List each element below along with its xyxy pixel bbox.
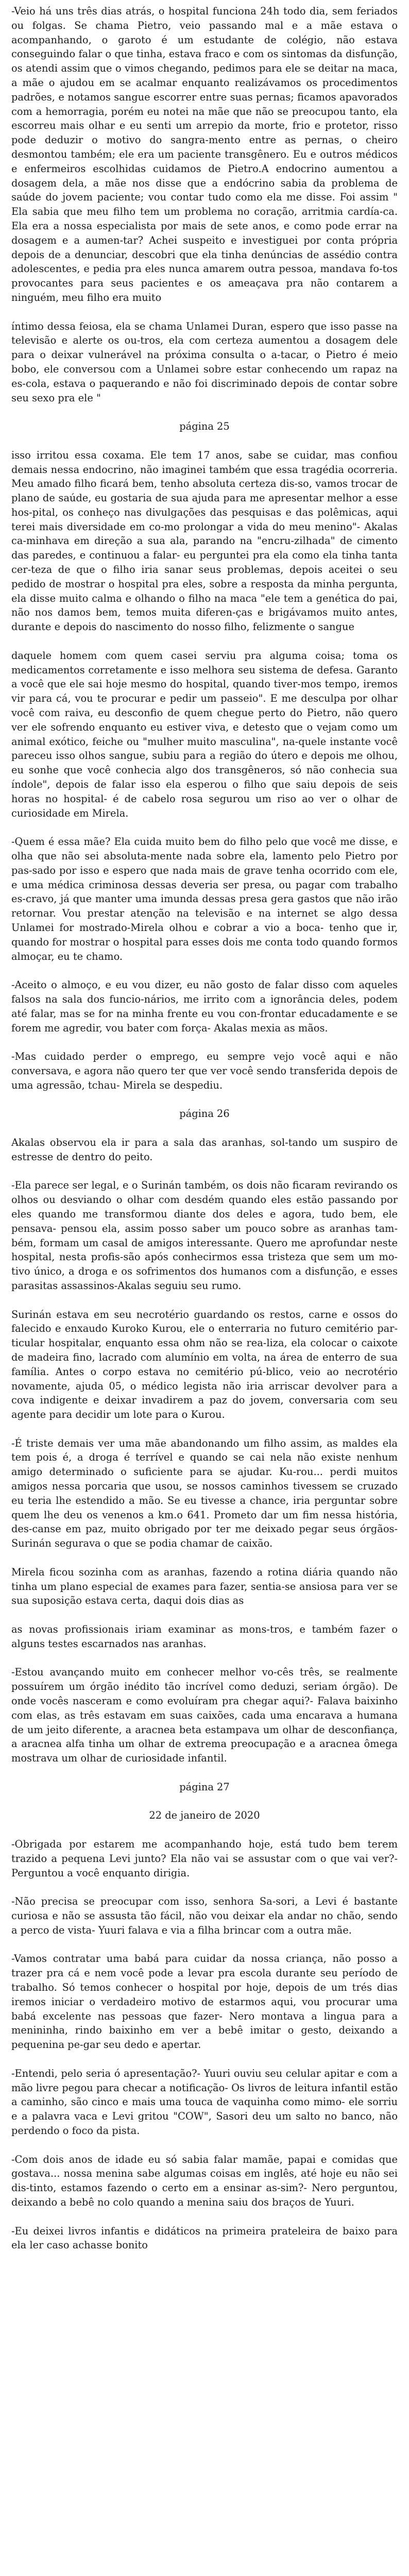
paragraph: -Eu deixei livros infantis e didáticos na primeira prateleira de baixo para ela ler caso achasse bonito: [11, 2225, 398, 2251]
paragraph: -Veio há uns três dias atrás, o hospital funciona 24h todo dia, sem feriados ou folgas. Se chama Pietro, veio passando mal e a mãe estava o acompanhando, o garoto é um estudante de colégio, não estava conseguindo falar o que tinha, estava fraco e com os sintomas da disfunção, os atendi assim que o vimos chegando, pedimos para ele se deitar na maca, a mãe o ajudou em se acalmar enquanto realizávamos os procedimentos padrões, e notamos sangue escorrer entre suas pernas; ficamos apavorados com a hemorragia, porém eu notei na mãe que não se preocupou tanto, ela escorreu mais olhar e eu senti um arrepio da morte, frio e protetor, risso pode deduzir o motivo do sangra-mento entre as pernas, o cheiro desmontou também; ele era um paciente transgênero. Eu e outros médicos e enfermeiros escolhidas cuidamos de Pietro.A endocrino aumentou a dosagem dela, a mãe nos disse que a endócrino sabia da problema de saúde do jovem paciente; vou contar tudo como ela me disse. Foi assim " Ela sabia que meu filho tem um problema no coração, arritmia cardía-ca. Ela era a nossa especialista por mais de sete anos, e como pode errar na dosagem e a aumen-tar? Achei suspeito e investiguei por conta própria depois de a denunciar, descobri que ela tinha denúncias de assédio contra adolescentes, e pedia pra eles nunca amarem outra pessoa, mandava fo-tos provocantes para seus pacientes e os ameaçava pra não contarem a ninguém, meu filho era muito: [11, 5, 398, 303]
page-number: página 26: [179, 1108, 230, 1120]
paragraph: -Ela parece ser legal, e o Surinán também, os dois não ficaram revirando os olhos ou desviando o olhar com desdém quando eles estão passando por eles quando me transformou diante dos deles e agora, tudo bem, ele pensava- pensou ela, assim posso saber um pouco sobre as aranhas tam-bém, formam um casal de amigos interessante. Quero me aprofundar neste hospital, nesta profis-são após conhecirmos essa tristeza que sem um mo-tivo único, a droga e os sofrimentos dos humanos com a disfunção, e esses parasitas assassinos-Akalas seguiu seu rumo.: [11, 1179, 398, 1292]
paragraph: -Não precisa se preocupar com isso, senhora Sa-sori, a Levi é bastante curiosa e não se assusta tão fácil, não vou deixar ela andar no chão, sendo a perco de vista- Yuuri falava e via a filha brincar com a outra mãe.: [11, 1895, 398, 1936]
page-number: página 27: [179, 1781, 230, 1793]
paragraph: -Mas cuidado perder o emprego, eu sempre vejo você aqui e não conversava, e agora não quero ter que ver você sendo transferida depois de uma agressão, tchau- Mirela se despediu.: [11, 1050, 398, 1091]
paragraph: Mirela ficou sozinha com as aranhas, fazendo a rotina diária quando não tinha um plano especial de exames para fazer, sentia-se ansiosa para ver se sua suposição estava certa, daqui dois dias as: [11, 1566, 398, 1607]
paragraph: daquele homem com quem casei serviu pra alguma coisa; toma os medicamentos corretamente e isso melhora seu sistema de defesa. Garanto a você que ele sai hoje mesmo do hospital, quando tiver-mos tempo, iremos vir para cá, vou te procurar e pedir um passeio". E me desculpa por olhar você com raiva, eu desconfio de quem chegue perto do Pietro, não quero ver ele sofrendo enquanto eu estiver viva, e detesto que o vejam como um animal exótico, feiche ou "mulher muito masculina", na-quele instante você pareceu isso olhos sangue, subiu para a região do útero e depois me olhou, eu sonhe que você conhecia algo dos transgêneros, só não conhecia sua índole", depois de falar isso ela esperou o filho que saiu depois de seis horas no hospital- é de cabelo rosa segurou um riso ao ver o olhar de curiosidade em Mirela.: [11, 649, 398, 819]
paragraph: -Aceito o almoço, e eu vou dizer, eu não gosto de falar disso com aqueles falsos na sala dos funcio-nários, me irrito com a ignorância deles, podem até falar, mas se for na minha frente eu vou con-frontar educadamente e se forem me agredir, vou bater com força- Akalas mexia as mãos.: [11, 979, 398, 1034]
paragraph: -Obrigada por estarem me acompanhando hoje, está tudo bem terem trazido a pequena Levi junto? Ela não vai se assustar com o que vai ver?- Perguntou a você enquanto dirigia.: [11, 1838, 398, 1879]
paragraph: -É triste demais ver uma mãe abandonando um filho assim, as maldes ela tem pois é, a droga é terrível e quando se cai nela não existe nenhum amigo determinado o suficiente para se ajudar. Ku-rou... perdi muitos amigos nessa porcaria que usou, se nossos caminhos tivessem se cruzado eu teria lhe estendido a mão. Se eu tivesse a chance, iria perguntar sobre quem lhe deu os venenos a km.o 641. Prometo dar um fim nessa história, des-canse em paz, muito obrigado por ter me deixado pegar seus órgãos- Surinán segurava o que se podia chamar de caixão.: [11, 1437, 398, 1550]
paragraph: -Entendi, pelo seria ó apresentação?- Yuuri ouviu seu celular apitar e com a mão livre pegou para checar a notificação- Os livros de leitura infantil estão a caminho, são cinco e mais uma touca de vaquinha como mimo- ele sorriu e a palavra vaca e Levi gritou "COW", Sasori deu um salto no banco, não perdendo o foco da pista.: [11, 2067, 398, 2137]
paragraph: Akalas observou ela ir para a sala das aranhas, sol-tando um suspiro de estresse de dentro do peito.: [11, 1136, 398, 1163]
chapter-date: 22 de janeiro de 2020: [149, 1809, 260, 1822]
paragraph: Surinán estava em seu necrotério guardando os restos, carne e ossos do falecido e enxaudo Kuroko Kurou, ele o enterraria no futuro cemitério par-ticular hospitalar, enquanto essa ohm não se rea-liza, ela colocar o caixote de madeira fino, lacrado com alumínio em volta, na área de enterro de sua família. Antes o corpo estava no cemitério pú-blico, veio ao necrotério novamente, ajuda 05, o médico legista não iria arriscar devolver para a cova indigente e deixar invadirem a paz do jovem, conversaria com seu agente para decidir um lote para o Kurou.: [11, 1308, 398, 1421]
paragraph: íntimo dessa feiosa, ela se chama Unlamei Duran, espero que isso passe na televisão e alerte os ou-tros, ela com certeza aumentou a dosagem dele para o deixar vulnerável na próxima consulta o a-tacar, o Pietro é meio bobo, ele conversou com a Unlamei sobre estar conhecendo um rapaz na es-cola, estava o paquerando e não foi discriminado depois de contar sobre seu sexo pra ele ": [11, 320, 398, 404]
page-number: página 25: [179, 420, 230, 433]
paragraph: -Estou avançando muito em conhecer melhor vo-cês três, se realmente possuírem um órgão inédito tão incrível como deduzi, seriam órgão). De onde vocês nasceram e como evoluíram pra chegar aqui?- Falava baixinho com elas, as três estavam em suas caixões, cada uma encarava a humana de um jeito diferente, a aracnea beta estampava um olhar de desconfiança, a aracnea alfa tinha um olhar de extrema preocupação e a aracnea ômega mostrava um olhar de curiosidade infantil.: [11, 1666, 398, 1765]
paragraph: -Com dois anos de idade eu só sabia falar mamãe, papai e comidas que gostava... nossa menina sabe algumas coisas em inglês, até hoje eu não sei dis-tinto, estamos fazendo o certo em a ensinar as-sim?- Nero perguntou, deixando a bebê no colo quando a menina saiu dos braços de Yuuri.: [11, 2153, 398, 2208]
paragraph: as novas profissionais iriam examinar as mons-tros, e também fazer o alguns testes escarnados nas aranhas.: [11, 1623, 398, 1650]
paragraph: isso irritou essa coxama. Ele tem 17 anos, sabe se cuidar, mas confiou demais nessa endocrino, não imaginei também que essa tragédia ocorreria. Meu amado filho ficará bem, tenho absoluta certeza dis-so, vamos trocar de plano de saúde, eu gostaria de sua ajuda para me apresentar melhor a esse hos-pital, os conheço nas divulgações das pesquisas e das polêmicas, aqui terei mais diversidade em co-mo prolongar a vida do meu menino"- Akalas ca-minhava em direção a sua ala, parando na "encru-zilhada" de cimento das paredes, e continuou a falar- eu perguntei pra ela como ela tinha tanta cer-teza de que o filho iria sanar seus problemas, depois aceitei o seu pedido de mostrar o hospital pra eles, sobre a resposta da minha pergunta, ela disse muito calma e olhando o filho na maca "ele tem a genética do pai, não nos damos bem, temos muita diferen-ças e brigávamos muito antes, durante e depois do nascimento do nosso filho, felizmente o sangue: [11, 449, 398, 633]
paragraph: -Quem é essa mãe? Ela cuida muito bem do filho pelo que você me disse, e olha que não sei absoluta-mente nada sobre ela, lamento pelo Pietro por pas-sado por isso e espero que nada mais de grave tenha ocorrido com ele, e uma médica criminosa dessas deveria ser presa, ou pagar com trabalho es-cravo, já que manter uma imunda dessas presa gera gastos que não irão retornar. Vou prestar atenção na televisão e na internet se algo dessa Unlamei for mostrado-Mirela olhou e cobrar a vio a boca- tenho que ir, quando for mostrar o hospital para esses dois me conta todo quando formos almoçar, eu te chamo.: [11, 836, 398, 962]
paragraph: -Vamos contratar uma babá para cuidar da nossa criança, não posso a trazer pra cá e nem você pode a levar pra escola durante seu período de trabalho. Só temos conhecer o hospital por hoje, depois de um trés dias iremos iniciar o verdadeiro motivo de estarmos aqui, vou procurar uma babá excelente nas pessoas que fazer- Nero montava a lingua para a menininha, rindo baixinho em ver a bebê imitar o gesto, deixando a pequenina pe-gar seu dedo e apertar.: [11, 1953, 398, 2051]
